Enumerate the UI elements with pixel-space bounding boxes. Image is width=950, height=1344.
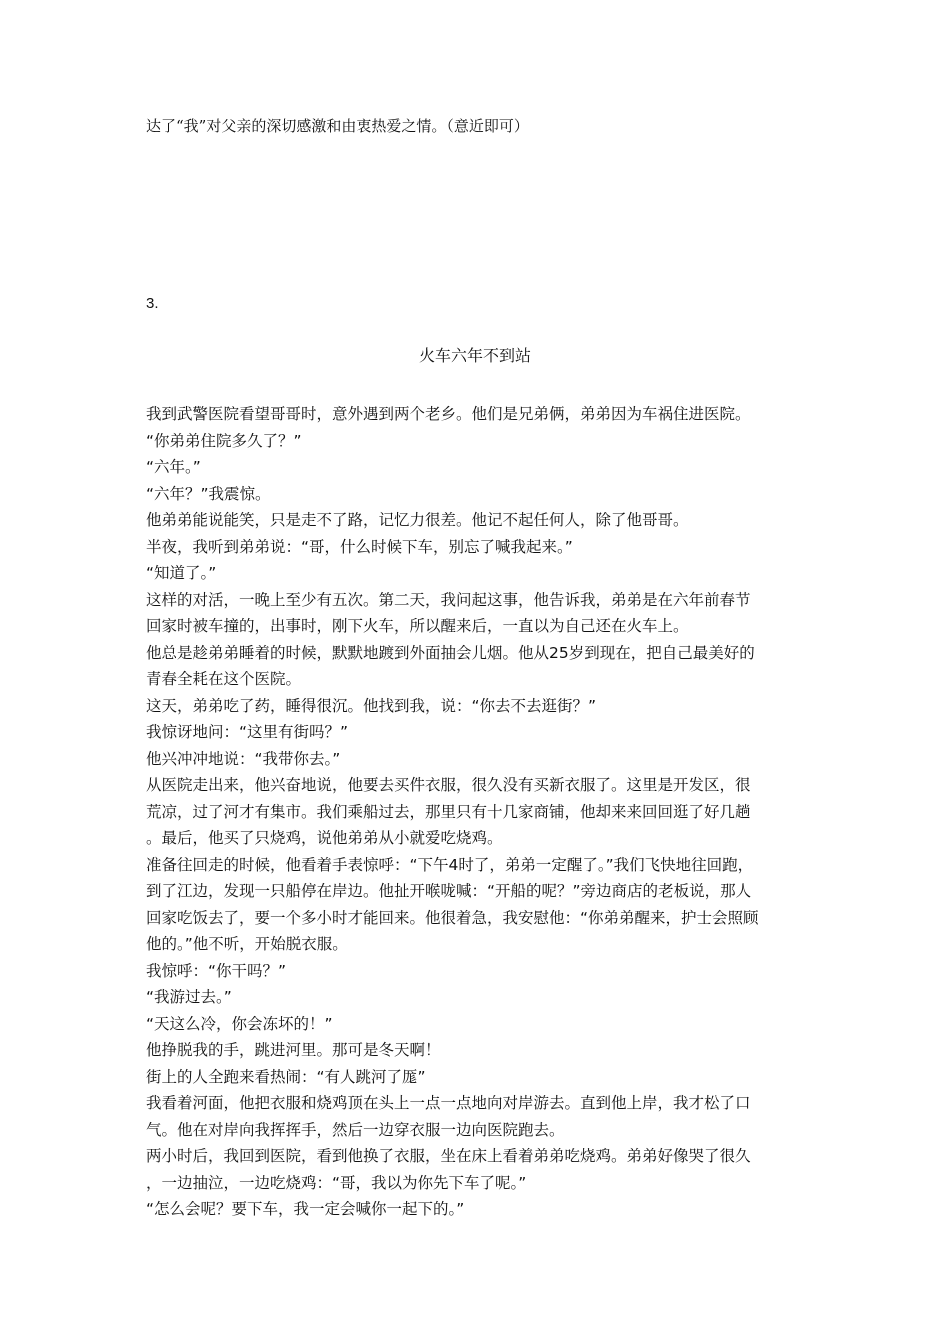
story-line: 我看着河面，他把衣服和烧鸡顶在头上一点一点地向对岸游去。直到他上岸，我才松了口 [146,1094,751,1112]
story-line: 这样的对活，一晚上至少有五次。第二天，我问起这事，他告诉我，弟弟是在六年前春节 [146,590,751,609]
story-line: 回家时被车撞的，出事时，刚下火车，所以醒来后，一直以为自己还在火车上。 [146,617,689,635]
story-line: “怎么会呢？要下车，我一定会喊你一起下的。” [146,1200,465,1218]
story-line: 他挣脱我的手，跳进河里。那可是冬天啊！ [146,1041,441,1059]
story-line: 青春全耗在这个医院。 [146,670,302,688]
story-line: 准备往回走的时候，他看着手表惊呼：“下午4时了，弟弟一定醒了。”我们飞快地往回跑， [146,855,754,874]
story-line: 他兴冲冲地说：“我带你去。” [146,749,341,768]
story-line: 他的。”他不听，开始脱衣服。 [146,935,348,953]
story-line: “知道了。” [146,564,217,582]
story-line: “六年。” [146,458,201,476]
story-line: “六年？”我震惊。 [146,484,271,503]
story-line: 这天，弟弟吃了药，睡得很沉。他找到我，说：“你去不去逛街？” [146,696,597,715]
story-line: “我游过去。” [146,988,232,1006]
story-line: 我到武警医院看望哥哥时，意外遇到两个老乡。他们是兄弟俩，弟弟因为车祸住进医院。 [146,405,751,423]
story-line: 两小时后，我回到医院，看到他换了衣服，坐在床上看着弟弟吃烧鸡。弟弟好像哭了很久 [146,1147,751,1165]
story-line: “天这么冷，你会冻坏的！” [146,1014,333,1033]
story-line: 回家吃饭去了，要一个多小时才能回来。他很着急，我安慰他：“你弟弟醒来，护士会照顾 [146,908,759,927]
story-title: 火车六年不到站 [418,346,531,365]
story-line: 他总是趁弟弟睡着的时候，默默地踱到外面抽会儿烟。他从25岁到现在，把自己最美好的 [146,643,755,662]
story-line: 气。他在对岸向我挥挥手，然后一边穿衣服一边向医院跑去。 [146,1120,565,1139]
story-line: 到了江边，发现一只船停在岸边。他扯开喉咙喊：“开船的呢？”旁边商店的老板说，那人 [146,882,752,900]
story-line: 街上的人全跑来看热闹：“有人跳河了厖” [146,1067,426,1086]
story-line: “你弟弟住院多久了？” [146,431,302,450]
question-number: 3. [146,295,159,312]
story-line: 半夜，我听到弟弟说：“哥，什么时候下车，别忘了喊我起来。” [146,537,573,556]
story-line: 。最后，他买了只烧鸡，说他弟弟从小就爱吃烧鸡。 [146,829,503,847]
story-line: 从医院走出来，他兴奋地说，他要去买件衣服，很久没有买新衣服了。这里是开发区，很 [146,776,751,794]
story-body [146,401,810,1223]
story-line: 我惊呼：“你干吗？” [146,961,287,980]
story-line: 荒凉，过了河才有集市。我们乘船过去，那里只有十几家商铺，他却来来回回逛了好几趟 [146,802,751,821]
story-line: 我惊讶地问：“这里有街吗？” [146,723,349,741]
previous-answer-text: 达了“我”对父亲的深切感激和由衷热爱之情。（意近即可） [146,117,529,135]
story-line: ，一边抽泣，一边吃烧鸡：“哥，我以为你先下车了呢。” [146,1173,527,1192]
story-line: 他弟弟能说能笑，只是走不了路，记忆力很差。他记不起任何人，除了他哥哥。 [146,511,689,529]
